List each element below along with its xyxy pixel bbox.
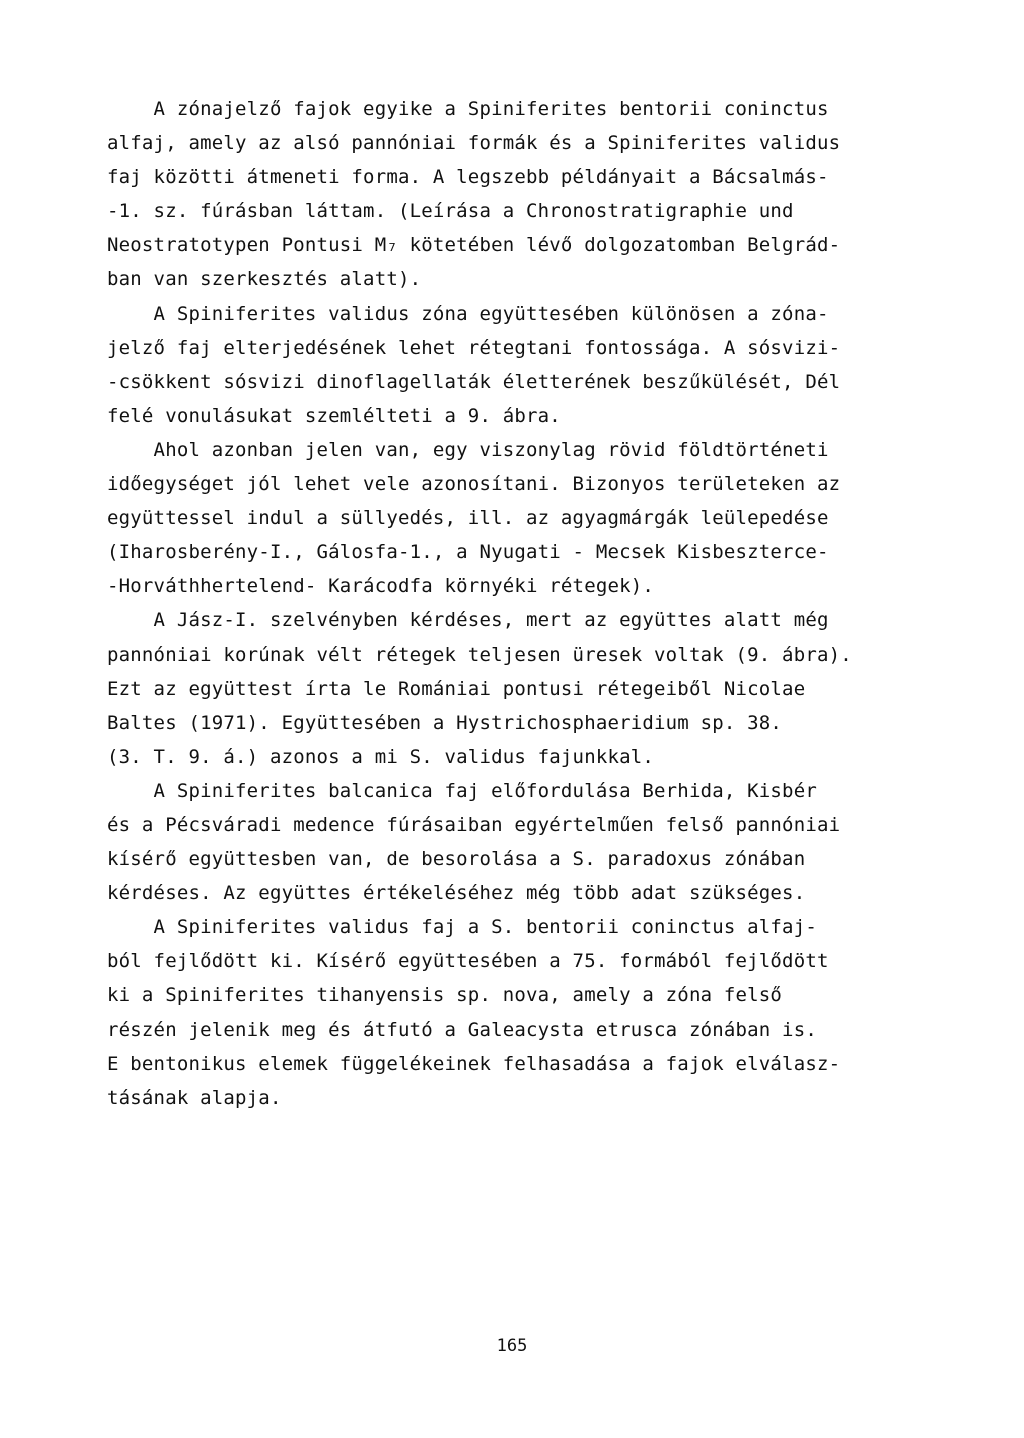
text-line: időegységet jól lehet vele azonosítani. Bizonyos területeken az — [107, 473, 841, 496]
text-line: alfaj, amely az alsó pannóniai formák és a Spiniferites validus — [107, 132, 841, 155]
text-line: E bentonikus elemek függelékeinek felhasadása a fajok elválasz- — [107, 1052, 841, 1075]
text-line: kérdéses. Az együttes értékeléséhez még több adat szükséges. — [107, 882, 806, 905]
text-line: Neostratotypen Pontusi M₇ kötetében lévő dolgozatomban Belgrád- — [107, 234, 841, 257]
text-line: kísérő együttesben van, de besorolása a S. paradoxus zónában — [107, 848, 806, 871]
text-line: A Spiniferites balcanica faj előfordulása Berhida, Kisbér — [107, 779, 817, 802]
text-line: tásának alapja. — [107, 1086, 282, 1109]
text-line: A Spiniferites validus zóna együttesében különösen a zóna- — [107, 302, 829, 325]
text-line: A Jász-I. szelvényben kérdéses, mert az együttes alatt még — [107, 609, 829, 632]
text-line: együttessel indul a süllyedés, ill. az agyagmárgák leülepedése — [107, 507, 829, 530]
text-line: -1. sz. fúrásban láttam. (Leírása a Chronostratigraphie und — [107, 200, 794, 223]
text-line: faj közötti átmeneti forma. A legszebb példányait a Bácsalmás- — [107, 166, 829, 189]
text-line: ban van szerkesztés alatt). — [107, 268, 422, 291]
text-line: -csökkent sósvizi dinoflagellaták életterének beszűkülését, Dél — [107, 370, 841, 393]
text-line: ki a Spiniferites tihanyensis sp. nova, amely a zóna felső — [107, 984, 783, 1007]
text-line: Ezt az együttest írta le Romániai pontusi rétegeiből Nicolae — [107, 677, 806, 700]
body-text — [107, 92, 967, 1115]
text-line: részén jelenik meg és átfutó a Galeacysta etrusca zónában is. — [107, 1018, 817, 1041]
text-line: (3. T. 9. á.) azonos a mi S. validus fajunkkal. — [107, 745, 655, 768]
text-line: és a Pécsváradi medence fúrásaiban egyértelműen felső pannóniai — [107, 813, 841, 836]
text-line: Baltes (1971). Együttesében a Hystrichosphaeridium sp. 38. — [107, 711, 783, 734]
text-line: jelző faj elterjedésének lehet rétegtani fontossága. A sósvizi- — [107, 336, 841, 359]
text-line: (Iharosberény-I., Gálosfa-1., a Nyugati - Mecsek Kisbeszterce- — [107, 541, 829, 564]
text-line: A Spiniferites validus faj a S. bentorii coninctus alfaj- — [107, 916, 817, 939]
text-line: A zónajelző fajok egyike a Spiniferites bentorii coninctus — [107, 98, 829, 120]
text-line: felé vonulásukat szemlélteti a 9. ábra. — [107, 404, 561, 427]
page-number: 165 — [496, 1336, 528, 1356]
text-line: pannóniai korúnak vélt rétegek teljesen üresek voltak (9. ábra). — [107, 643, 852, 666]
text-line: ból fejlődött ki. Kísérő együttesében a 75. formából fejlődött — [107, 950, 829, 973]
text-line: -Horváthhertelend- Karácodfa környéki rétegek). — [107, 575, 655, 598]
text-line: Ahol azonban jelen van, egy viszonylag rövid földtörténeti — [107, 438, 829, 461]
